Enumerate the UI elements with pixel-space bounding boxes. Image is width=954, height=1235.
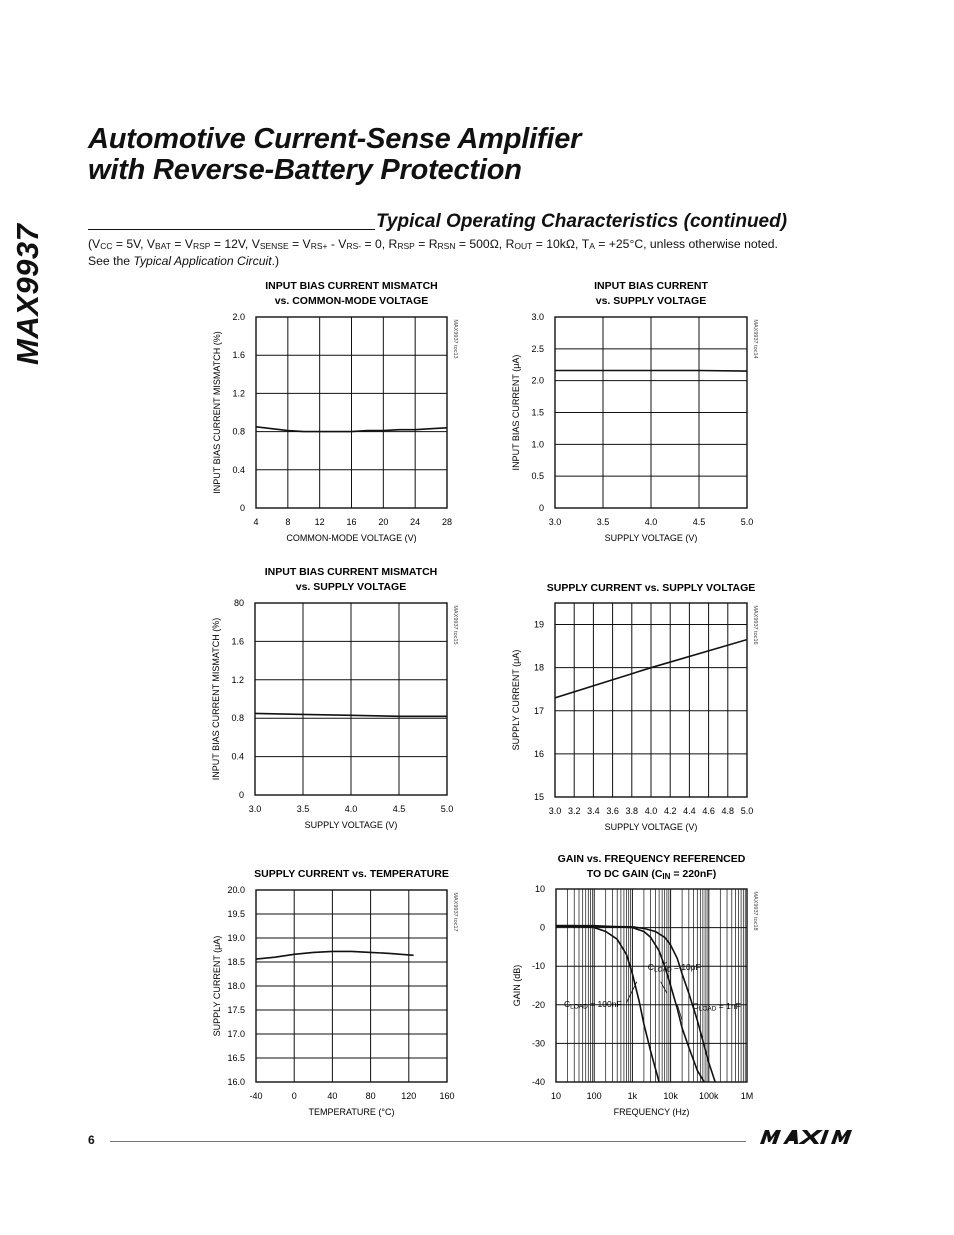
annotation-subscript: LOAD bbox=[653, 966, 672, 974]
x-tick-label: 16 bbox=[346, 517, 357, 527]
x-tick-label: 40 bbox=[327, 1091, 338, 1101]
y-tick-label: 19 bbox=[533, 619, 544, 630]
cond-s10: A bbox=[589, 241, 595, 251]
y-tick-label: 18.0 bbox=[227, 981, 245, 991]
x-tick-label: -40 bbox=[249, 1091, 263, 1101]
cond-s7: RSP bbox=[397, 241, 415, 251]
cond-line2-suffix: .) bbox=[271, 254, 280, 268]
chart-title-subscript: IN bbox=[662, 872, 671, 881]
annotation-part: = 10pF bbox=[671, 962, 701, 973]
chart-title: INPUT BIAS CURRENT MISMATCH bbox=[265, 280, 438, 292]
cond-p8: = R bbox=[414, 237, 438, 251]
x-tick-label: 1k bbox=[627, 1091, 638, 1101]
x-tick-label: 5.0 bbox=[440, 804, 454, 814]
y-tick-label: 17.5 bbox=[227, 1005, 245, 1015]
chart-title: INPUT BIAS CURRENT MISMATCH bbox=[264, 566, 438, 578]
y-tick-label: 19.5 bbox=[227, 909, 245, 919]
series-line-1 bbox=[256, 951, 414, 959]
x-tick-label: 3.4 bbox=[587, 806, 600, 816]
x-tick-label: 28 bbox=[441, 517, 453, 527]
x-tick-label: 4.4 bbox=[683, 806, 696, 816]
page-title-line-2: with Reverse-Battery Protection bbox=[88, 154, 522, 186]
x-tick-label: 4.0 bbox=[344, 804, 358, 814]
x-tick-label: 4.0 bbox=[644, 517, 658, 527]
y-tick-label: -20 bbox=[531, 999, 545, 1010]
x-tick-label: 4.2 bbox=[663, 806, 677, 816]
y-tick-label: -10 bbox=[531, 961, 545, 972]
chart-watermark: MAX9937 toc15 bbox=[452, 605, 458, 645]
curve-annotation bbox=[693, 1001, 741, 1013]
y-tick-label: 0 bbox=[238, 790, 244, 800]
y-tick-label: 1.5 bbox=[531, 407, 544, 418]
y-axis-label: INPUT BIAS CURRENT MISMATCH (%) bbox=[211, 617, 221, 781]
x-tick-label: 3.0 bbox=[548, 517, 562, 527]
y-tick-label: 0.5 bbox=[531, 471, 544, 482]
cond-p7: = 0, R bbox=[361, 237, 398, 251]
x-axis-label: FREQUENCY (Hz) bbox=[613, 1107, 690, 1117]
y-tick-label: 0.8 bbox=[232, 426, 245, 437]
annotation-part: C bbox=[647, 962, 654, 973]
part-number-side-label: MAX9937 bbox=[10, 223, 45, 365]
page-number: 6 bbox=[88, 1133, 95, 1147]
cond-line2-italic: Typical Application Circuit bbox=[133, 254, 272, 268]
x-tick-label: 1M bbox=[740, 1091, 754, 1101]
y-axis-label: INPUT BIAS CURRENT MISMATCH (%) bbox=[212, 331, 222, 494]
cond-p9: = 500Ω, R bbox=[455, 237, 515, 251]
x-tick-label: 8 bbox=[285, 517, 291, 527]
x-tick-label: 24 bbox=[410, 517, 421, 527]
chart-title: GAIN vs. FREQUENCY REFERENCED bbox=[557, 853, 746, 865]
x-axis-label: TEMPERATURE (°C) bbox=[308, 1107, 395, 1117]
cond-s5: RS+ bbox=[310, 241, 328, 251]
cond-p10: = 10kΩ, T bbox=[532, 237, 590, 251]
chart-title: vs. COMMON-MODE VOLTAGE bbox=[274, 295, 429, 307]
cond-s1: CC bbox=[100, 241, 113, 251]
annotation-part: C bbox=[692, 1000, 699, 1011]
curve-annotation bbox=[564, 999, 622, 1011]
chart-title: SUPPLY CURRENT vs. TEMPERATURE bbox=[254, 868, 449, 880]
x-tick-label: 5.0 bbox=[740, 517, 754, 527]
chart-watermark: MAX9937 toc13 bbox=[452, 319, 458, 359]
footer-rule bbox=[110, 1141, 746, 1142]
chart-toc17 bbox=[212, 868, 458, 1117]
y-tick-label: -30 bbox=[531, 1038, 545, 1049]
series-line-2 bbox=[556, 926, 713, 1102]
x-tick-label: 3.2 bbox=[567, 806, 581, 816]
chart-toc16 bbox=[511, 582, 758, 832]
cond-p4: = 12V, V bbox=[210, 237, 260, 251]
cond-s2: BAT bbox=[155, 241, 171, 251]
y-tick-label: 15 bbox=[533, 792, 544, 802]
y-tick-label: 0.4 bbox=[232, 464, 245, 475]
x-tick-label: 3.6 bbox=[606, 806, 619, 816]
x-axis-label: SUPPLY VOLTAGE (V) bbox=[604, 822, 698, 832]
chart-watermark: MAX9937 toc16 bbox=[752, 605, 758, 645]
chart-watermark: MAX9937 toc17 bbox=[452, 892, 458, 932]
x-tick-label: 4 bbox=[253, 517, 259, 527]
chart-title: SUPPLY CURRENT vs. SUPPLY VOLTAGE bbox=[546, 582, 756, 594]
y-tick-label: 0 bbox=[539, 922, 545, 933]
y-tick-label: 16 bbox=[533, 748, 544, 759]
x-axis-label: SUPPLY VOLTAGE (V) bbox=[604, 533, 698, 543]
chart-title: INPUT BIAS CURRENT bbox=[594, 280, 708, 292]
x-tick-label: 10 bbox=[550, 1091, 562, 1101]
x-tick-label: 4.5 bbox=[392, 804, 406, 814]
chart-title: vs. SUPPLY VOLTAGE bbox=[295, 581, 407, 593]
y-axis-label: GAIN (dB) bbox=[512, 964, 522, 1007]
chart-toc18 bbox=[512, 853, 758, 1117]
y-tick-label: 18.5 bbox=[227, 957, 245, 967]
x-tick-label: 100 bbox=[586, 1091, 602, 1101]
series-line-3 bbox=[556, 926, 720, 1097]
y-tick-label: 1.2 bbox=[232, 388, 245, 399]
section-title: Typical Operating Characteristics (continued) bbox=[376, 211, 788, 232]
cond-line2-prefix: See the bbox=[88, 254, 134, 268]
annotation-part: = 1nF bbox=[716, 1000, 741, 1011]
cond-p1: (V bbox=[88, 237, 101, 251]
x-tick-label: 3.0 bbox=[548, 806, 562, 816]
x-tick-label: 20 bbox=[378, 517, 389, 527]
x-tick-label: 5.0 bbox=[740, 806, 754, 816]
annotation-subscript: LOAD bbox=[570, 1003, 588, 1011]
cond-p3: = V bbox=[170, 237, 193, 251]
chart-toc14 bbox=[511, 280, 758, 543]
x-tick-label: 0 bbox=[291, 1091, 297, 1101]
cond-p2: = 5V, V bbox=[112, 237, 156, 251]
y-tick-label: 1.2 bbox=[231, 674, 244, 685]
y-tick-label: 0.8 bbox=[231, 713, 244, 724]
cond-p5: = V bbox=[288, 237, 311, 251]
x-tick-label: 10k bbox=[663, 1091, 678, 1101]
chart-watermark: MAX9937 toc14 bbox=[752, 319, 758, 359]
annotation-subscript: LOAD bbox=[698, 1005, 717, 1013]
y-tick-label: 17 bbox=[533, 705, 544, 716]
chart-toc15 bbox=[211, 566, 458, 830]
y-axis-label: SUPPLY CURRENT (μA) bbox=[212, 935, 222, 1037]
cond-s4: SENSE bbox=[259, 241, 289, 251]
annotation-part: = 100nF bbox=[587, 998, 622, 1009]
y-axis-label: SUPPLY CURRENT (μA) bbox=[511, 649, 521, 751]
y-tick-label: 16.0 bbox=[227, 1077, 245, 1087]
y-tick-label: 0.4 bbox=[231, 751, 244, 762]
y-tick-label: 20.0 bbox=[227, 885, 245, 895]
chart-watermark: MAX9937 toc18 bbox=[752, 891, 758, 931]
series-line-1 bbox=[555, 371, 747, 372]
annotation-arrow bbox=[665, 962, 667, 963]
annotation-part: C bbox=[564, 998, 571, 1009]
x-axis-label: SUPPLY VOLTAGE (V) bbox=[304, 820, 398, 830]
y-tick-label: 2.0 bbox=[531, 375, 544, 386]
annotation-arrow bbox=[661, 982, 667, 994]
x-axis-label: COMMON-MODE VOLTAGE (V) bbox=[286, 533, 417, 543]
chart-title bbox=[587, 868, 716, 881]
y-tick-label: 2.5 bbox=[531, 343, 544, 354]
x-tick-label: 3.8 bbox=[625, 806, 639, 816]
chart-title-part: = 220nF) bbox=[670, 868, 717, 880]
y-tick-label: 0 bbox=[538, 503, 544, 513]
cond-s6: RS- bbox=[346, 241, 362, 251]
x-tick-label: 4.0 bbox=[644, 806, 658, 816]
x-tick-label: 160 bbox=[439, 1091, 455, 1101]
chart-title: vs. SUPPLY VOLTAGE bbox=[595, 295, 707, 307]
chart-toc13 bbox=[212, 280, 458, 543]
x-tick-label: 4.5 bbox=[692, 517, 706, 527]
x-tick-label: 3.5 bbox=[296, 804, 310, 814]
cond-p11: = +25°C, unless otherwise noted. bbox=[594, 237, 778, 251]
cond-s3: RSP bbox=[192, 241, 211, 251]
annotation-arrow bbox=[626, 982, 636, 1003]
y-tick-label: 16.5 bbox=[227, 1053, 245, 1063]
y-tick-label: 3.0 bbox=[531, 312, 544, 322]
y-tick-label: 18 bbox=[533, 662, 544, 673]
y-tick-label: 10 bbox=[534, 884, 545, 894]
x-tick-label: 120 bbox=[401, 1091, 417, 1101]
page-title-line-1: Automotive Current-Sense Amplifier bbox=[88, 123, 582, 155]
maxim-logo bbox=[758, 1128, 866, 1146]
x-tick-label: 3.0 bbox=[248, 804, 262, 814]
x-tick-label: 4.6 bbox=[702, 806, 715, 816]
y-tick-label: 1.6 bbox=[232, 350, 245, 361]
x-tick-label: 4.8 bbox=[721, 806, 735, 816]
y-tick-label: 0 bbox=[239, 503, 245, 513]
cond-s9: OUT bbox=[514, 241, 533, 251]
x-tick-label: 80 bbox=[365, 1091, 376, 1101]
cond-p6: - V bbox=[327, 237, 347, 251]
y-tick-label: 19.0 bbox=[227, 933, 245, 943]
y-tick-label: -40 bbox=[531, 1077, 545, 1087]
chart-title-part: TO DC GAIN (C bbox=[586, 868, 663, 880]
x-tick-label: 100k bbox=[699, 1091, 719, 1101]
x-tick-label: 3.5 bbox=[596, 517, 610, 527]
y-tick-label: 17.0 bbox=[227, 1029, 245, 1039]
y-tick-label: 1.6 bbox=[231, 636, 244, 647]
y-axis-label: INPUT BIAS CURRENT (μA) bbox=[511, 354, 521, 471]
y-tick-label: 1.0 bbox=[531, 439, 544, 450]
series-line-1 bbox=[556, 926, 665, 1102]
cond-s8: RSN bbox=[437, 241, 456, 251]
y-tick-label: 80 bbox=[233, 598, 244, 608]
y-tick-label: 2.0 bbox=[232, 312, 245, 322]
x-tick-label: 12 bbox=[314, 517, 325, 527]
